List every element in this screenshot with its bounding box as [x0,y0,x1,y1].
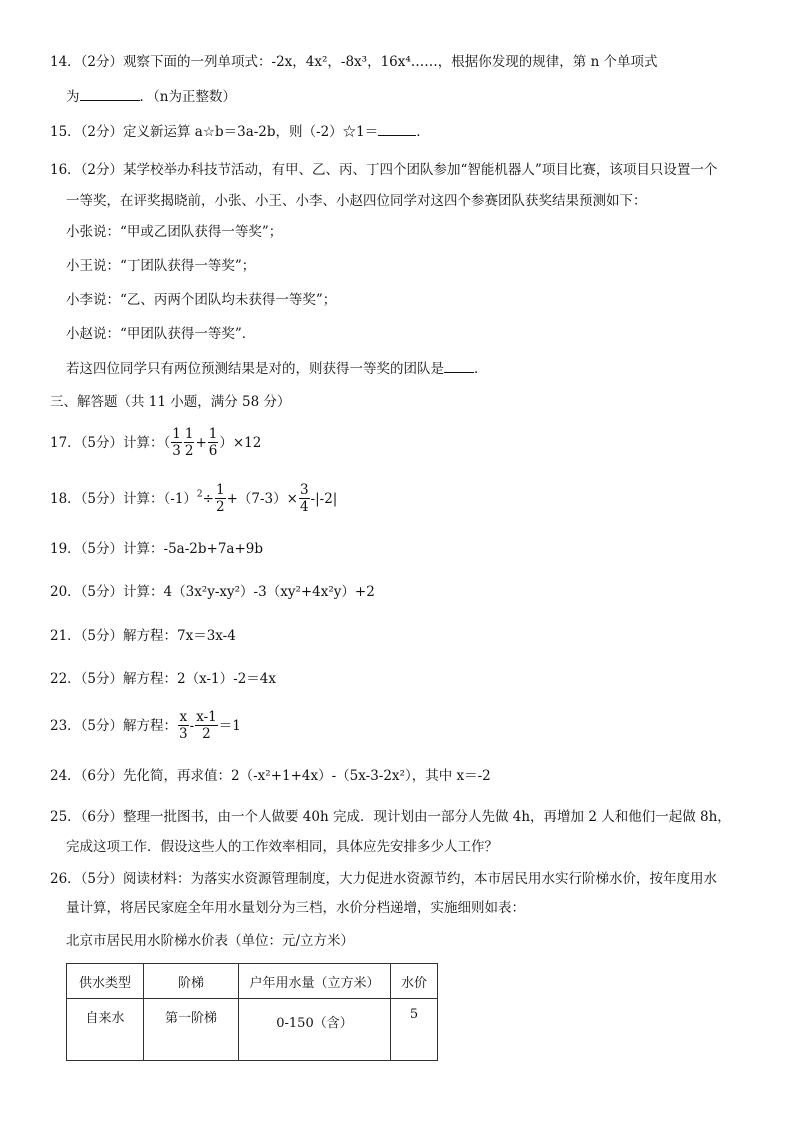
q24-line: 24．（6分）先化简，再求值：2（-x²+1+4x）-（5x-3-2x²），其中 x＝-2 [50,768,491,784]
q26-line1: 26．（5分）阅读材料：为落实水资源管理制度，大力促进水资源节约，本市居民用水实行阶梯水价，按年度用水 [50,871,718,887]
q17-plus: + [195,434,207,451]
table-header-row [67,964,438,999]
q26-table-title: 北京市居民用水阶梯水价表（单位：元/立方米） [66,933,355,949]
q21-line: 21．（5分）解方程：7x＝3x-4 [50,628,236,644]
q14-line2 [66,86,236,106]
q18-fraction-2: $\frac{3}{4}$ [299,482,309,515]
q16-zhang: 小张说：“甲或乙团队获得一等奖”； [66,224,283,240]
q14-line2-post: ．（n为正整数） [139,89,236,105]
q18-div: ÷ [202,490,214,507]
q15-text-pre: 15．（2分）定义新运算 a☆b＝3a-2b，则（-2）☆1＝ [50,124,379,140]
q18-fraction-1: $\frac{1}{2}$ [215,482,225,515]
table-cell: 第一阶梯 [144,999,239,1061]
q15-answer-blank[interactable] [378,121,416,136]
q16-li: 小李说：“乙、丙两个团队均未获得一等奖”； [66,292,337,308]
q17-fraction-1: $\frac{1}{3}$ [172,426,181,459]
q26-line2: 量计算，将居民家庭全年用水量划分为三档，水价分档递增，实施细则如表： [66,900,525,916]
q17-fraction-2: $\frac{1}{2}$ [184,426,194,459]
q16-answer-blank[interactable] [444,358,474,373]
q18-mid: +（7-3）× [226,490,298,507]
q17-fraction-3: $\frac{1}{6}$ [208,426,218,459]
q25-line1: 25．（6分）整理一批图书，由一个人做要 40h 完成．现计划由一部分人先做 4h，再增加 2 人和他们一起做 8h， [50,809,731,825]
q23-label: 23．（5分）解方程： [50,717,178,734]
q25-line2: 完成这项工作．假设这些人的工作效率相同，具体应先安排多少人工作？ [66,839,498,855]
q17-line [50,426,261,459]
q16-zhao: 小赵说：“甲团队获得一等奖”． [66,326,256,342]
q16-final-post: ． [474,361,488,377]
q19-line: 19．（5分）计算：-5a-2b+7a+9b [50,541,264,557]
table-header-cell: 供水类型 [67,964,144,999]
q18-line [50,482,337,515]
q23-fraction-1: $\frac{x}{3}$ [179,709,188,742]
q20-line: 20．（5分）计算：4（3x²y-xy²）-3（xy²+4x²y）+2 [50,584,375,600]
q15-line [50,121,430,141]
q23-tail: ＝1 [218,717,241,734]
q14-line2-pre: 为 [66,89,80,105]
q16-final [66,358,488,378]
q14-line1: 14．（2分）观察下面的一列单项式：-2x，4x²，-8x³，16x⁴……，根据你发现的规律，第 n 个单项式 [50,54,658,70]
table-cell: 自来水 [67,999,144,1061]
table-cell: 0-150（含） [239,999,391,1061]
q16-line1: 16．（2分）某学校举办科技节活动，有甲、乙、丙、丁四个团队参加“智能机器人”项目比赛，该项目只设置一个 [50,162,718,178]
q23-fraction-2: $\frac{x-1}{2}$ [196,709,217,742]
q22-line: 22．（5分）解方程：2（x-1）-2＝4x [50,671,276,687]
q23-minus: - [189,717,195,734]
q17-tail: ）×12 [219,434,262,451]
table-header-cell: 阶梯 [144,964,239,999]
q23-line [50,709,241,742]
table-header-cell: 户年用水量（立方米） [239,964,391,999]
q18-tail: -|-2| [310,490,338,507]
q15-text-post: ． [416,124,430,140]
table-header-cell: 水价 [391,964,438,999]
water-price-table [66,963,438,1061]
q14-answer-blank[interactable] [80,86,140,101]
q18-exponent: 2 [196,489,203,500]
table-cell: 5 [391,999,438,1061]
table-row [67,999,438,1061]
section3-heading: 三、解答题（共 11 小题，满分 58 分） [50,394,291,410]
q17-label: 17．（5分）计算：（ [50,434,171,451]
q16-final-pre: 若这四位同学只有两位预测结果是对的，则获得一等奖的团队是 [66,361,444,377]
q16-wang: 小王说：“丁团队获得一等奖”； [66,258,256,274]
q16-line2: 一等奖，在评奖揭晓前，小张、小王、小李、小赵四位同学对这四个参赛团队获奖结果预测如下： [66,193,647,209]
q18-label: 18．（5分）计算：（-1） [50,490,197,507]
